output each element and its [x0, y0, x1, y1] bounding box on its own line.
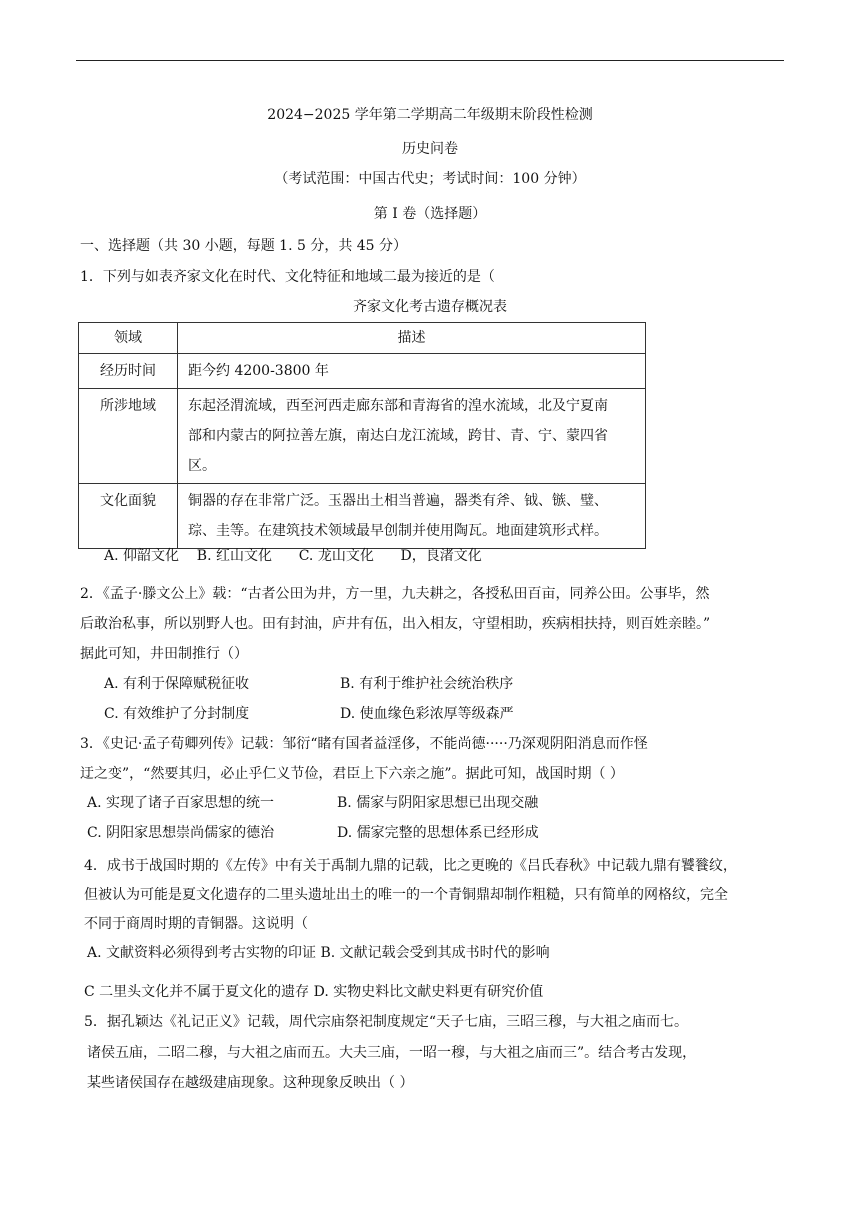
table-row — [79, 484, 646, 549]
cell-line: 琮、圭等。在建筑技术领域最早创制并使用陶瓦。地面建筑形式样。 — [188, 523, 608, 539]
cell-line: 东起泾渭流域，西至河西走廊东部和青海省的湟水流域，北及宁夏南 — [188, 398, 608, 414]
q4-options-cd: C 二里头文化并不属于夏文化的遗存 D. 实物史料比文献史料更有研究价值 — [84, 984, 544, 1000]
table-cell-field: 经历时间 — [79, 354, 178, 389]
q3-stem-line1: 3．《史记·孟子荀卿列传》记载：邹衍“睹有国者益淫侈，不能尚德·····乃深观阴阳消息而作怪 — [80, 736, 648, 752]
q4-stem-line1: 4．成书于战国时期的《左传》中有关于禹制九鼎的记载，比之更晚的《吕氏春秋》中记载九鼎有饕餮纹， — [84, 858, 737, 874]
header-rule — [76, 60, 784, 61]
q3-option-b: B. 儒家与阴阳家思想已出现交融 — [337, 795, 539, 811]
q2-stem-line3: 据此可知，井田制推行（） — [80, 646, 248, 662]
q1-table-title: 齐家文化考古遗存概况表 — [353, 299, 507, 315]
table-header-description: 描述 — [178, 323, 646, 354]
q4-stem-line2: 但被认为可能是夏文化遗存的二里头遗址出土的唯一的一个青铜鼎却制作粗糙，只有简单的网格纹，完全 — [84, 887, 728, 903]
section-heading: 一、选择题（共 30 小题，每题 1. 5 分，共 45 分） — [80, 238, 408, 254]
q3-option-c: C. 阴阳家思想崇尚儒家的德治 — [87, 825, 275, 841]
q5-stem-line2: 诸侯五庙，二昭二穆，与大祖之庙而五。大夫三庙，一昭一穆，与大祖之庙而三”。结合考古发现， — [87, 1045, 697, 1061]
cell-line: 距今约 4200-3800 年 — [188, 363, 329, 379]
q3-stem-line2: 迂之变”，“然要其归，必止乎仁义节俭，君臣上下六亲之施”。据此可知，战国时期（ ） — [80, 766, 624, 782]
q3-option-d: D. 儒家完整的思想体系已经形成 — [337, 825, 539, 841]
q2-option-b: B. 有利于维护社会统治秩序 — [340, 676, 514, 692]
q2-option-a: A. 有利于保障赋税征收 — [104, 676, 250, 692]
exam-scope: （考试范围：中国古代史；考试时间：100 分钟） — [274, 171, 586, 187]
q5-stem-line3: 某些诸侯国存在越级建庙现象。这种现象反映出（ ） — [87, 1075, 414, 1091]
exam-title: 2024−2025 学年第二学期高二年级期末阶段性检测 — [267, 107, 593, 123]
q5-stem-line1: 5．据孔颖达《礼记正义》记载，周代宗庙祭祀制度规定“天子七庙，三昭三穆，与大祖之庙而七。 — [84, 1014, 689, 1030]
q1-table — [78, 322, 646, 549]
table-row — [79, 389, 646, 484]
q4-stem-line3: 不同于商周时期的青铜器。这说明（ — [84, 916, 308, 932]
q1-stem: 1．下列与如表齐家文化在时代、文化特征和地域二最为接近的是（ — [80, 269, 495, 285]
table-cell-description — [178, 354, 646, 389]
exam-subject: 历史问卷 — [402, 141, 458, 157]
table-cell-description — [178, 484, 646, 549]
table-cell-description — [178, 389, 646, 484]
q2-stem-line2: 后敢治私事，所以别野人也。田有封油，庐井有伍，出入相友，守望相助，疾病相扶持，则百姓亲睦。” — [80, 616, 711, 632]
part-title: 第 I 卷（选择题） — [373, 206, 487, 222]
q2-stem-line1: 2．《孟子·滕文公上》载：“古者公田为井，方一里，九夫耕之，各授私田百亩，同养公田。公事毕，然 — [80, 586, 710, 602]
q1-options: A. 仰韶文化 B. 红山文化 C. 龙山文化 D，良渚文化 — [104, 548, 482, 564]
table-header-field: 领域 — [79, 323, 178, 354]
q2-option-c: C. 有效维护了分封制度 — [104, 706, 250, 722]
table-cell-field: 所涉地域 — [79, 389, 178, 484]
q4-options-ab: A. 文献资料必须得到考古实物的印证 B. 文献记载会受到其成书时代的影响 — [87, 945, 550, 961]
table-cell-field: 文化面貌 — [79, 484, 178, 549]
cell-line: 部和内蒙古的阿拉善左旗，南达白龙江流域，跨甘、青、宁、蒙四省 — [188, 428, 608, 444]
cell-line: 区。 — [188, 458, 216, 474]
table-row — [79, 354, 646, 389]
table-header-row — [79, 323, 646, 354]
cell-line: 铜器的存在非常广泛。玉器出土相当普遍，器类有斧、钺、镞、璧、 — [188, 493, 608, 509]
q2-option-d: D. 使血缘色彩浓厚等级森严 — [340, 706, 514, 722]
q3-option-a: A. 实现了诸子百家思想的统一 — [87, 795, 275, 811]
